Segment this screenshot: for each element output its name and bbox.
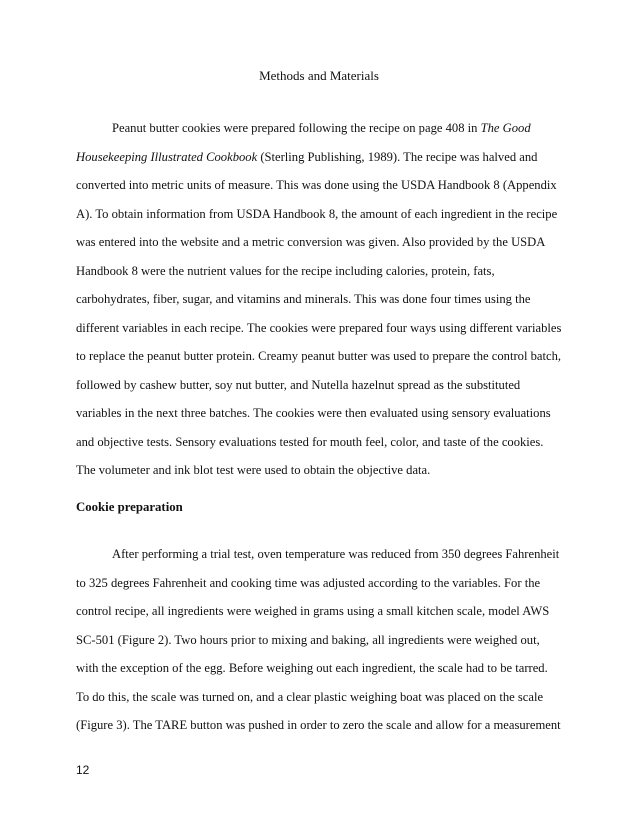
book-title-italic: The Good [480, 121, 531, 135]
paragraph-line: followed by cashew butter, soy nut butter, and Nutella hazelnut spread as the substituted [76, 377, 521, 392]
paragraph-line: After performing a trial test, oven temperature was reduced from 350 degrees Fahrenheit [112, 547, 560, 561]
paragraph-line: The volumeter and ink blot test were used to obtain the objective data. [76, 463, 431, 477]
book-title-italic: Housekeeping Illustrated Cookbook [76, 149, 258, 164]
methods-paragraph [76, 114, 563, 485]
paragraph-line: carbohydrates, fiber, sugar, and vitamins and minerals. This was done four times using the [76, 292, 531, 306]
paragraph-line: was entered into the website and a metric conversion was given. Also provided by the USDA [76, 235, 546, 249]
paragraph-line: Housekeeping Illustrated Cookbook (Sterling Publishing, 1989). The recipe was halved and [76, 149, 538, 164]
paragraph-line: A). To obtain information from USDA Handbook 8, the amount of each ingredient in the recipe [76, 206, 558, 221]
page-number: 12 [76, 763, 90, 777]
paragraph-line: Handbook 8 were the nutrient values for the recipe including calories, protein, fats, [76, 263, 495, 278]
section-heading: Cookie preparation [76, 500, 183, 514]
paragraph-line: to 325 degrees Fahrenheit and cooking time was adjusted according to the variables. For the [76, 575, 541, 590]
paragraph-line: SC-501 (Figure 2). Two hours prior to mixing and baking, all ingredients were weighed out, [76, 632, 540, 647]
paragraph-line: to replace the peanut butter protein. Creamy peanut butter was used to prepare the control batch, [76, 349, 562, 363]
paragraph-line: and objective tests. Sensory evaluations tested for mouth feel, color, and taste of the cookies. [76, 434, 544, 449]
paragraph-line: variables in the next three batches. The cookies were then evaluated using sensory evaluations [76, 406, 551, 420]
cookie-preparation-paragraph [76, 540, 563, 740]
page-title: Methods and Materials [259, 68, 379, 83]
paragraph-line: Peanut butter cookies were prepared following the recipe on page 408 in The Good [112, 121, 531, 135]
paragraph-line: (Figure 3). The TARE button was pushed in order to zero the scale and allow for a measurement [76, 718, 561, 732]
paragraph-line: control recipe, all ingredients were weighed in grams using a small kitchen scale, model AWS [76, 604, 550, 618]
paragraph-line: with the exception of the egg. Before weighing out each ingredient, the scale had to be tarred. [76, 661, 548, 675]
paragraph-line: different variables in each recipe. The cookies were prepared four ways using different variables [76, 320, 562, 335]
paragraph-line: To do this, the scale was turned on, and a clear plastic weighing boat was placed on the scale [76, 689, 544, 704]
paragraph-line: converted into metric units of measure. This was done using the USDA Handbook 8 (Appendix [76, 178, 557, 192]
